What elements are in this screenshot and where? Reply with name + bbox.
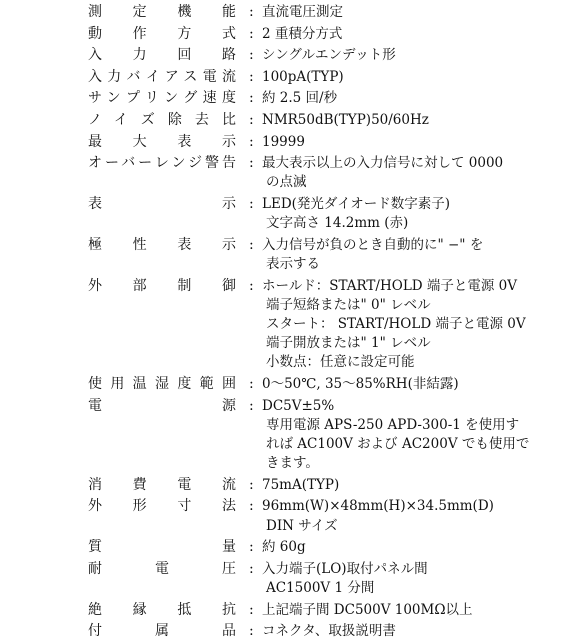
spec-value-line: DIN サイズ — [266, 517, 338, 534]
spec-value-line: 96mm(W)×48mm(H)×34.5mm(D) — [262, 498, 494, 515]
spec-value — [262, 68, 562, 87]
spec-colon: : — [249, 25, 254, 42]
spec-value-line: れば AC100V および AC200V でも使用で — [266, 435, 530, 452]
spec-value — [262, 89, 562, 108]
spec-colon: : — [249, 376, 254, 392]
spec-colon: : — [249, 155, 254, 172]
spec-colon: : — [249, 277, 254, 294]
spec-label: 質量 — [88, 539, 236, 556]
spec-value-line: シングルエンデット形 — [262, 47, 396, 64]
spec-value-line: 0〜50℃, 35〜85%RH(非結露) — [262, 376, 459, 392]
spec-label: 消費電流 — [88, 476, 236, 493]
spec-value-line: 端子短絡または" 0" レベル — [266, 296, 431, 313]
spec-colon: : — [249, 601, 254, 618]
spec-value-line: 最大表示以上の入力信号に対して 0000 — [262, 155, 504, 172]
spec-colon: : — [249, 90, 254, 107]
spec-colon: : — [249, 623, 254, 640]
spec-value-line: DC5V±5% — [262, 397, 335, 414]
spec-colon: : — [249, 112, 254, 128]
spec-value-line: 直流電圧測定 — [262, 4, 343, 20]
spec-colon: : — [249, 133, 254, 150]
spec-value — [262, 277, 562, 373]
spec-label: 耐電圧 — [88, 560, 236, 577]
spec-value — [262, 397, 562, 474]
spec-value — [262, 154, 562, 192]
spec-value-line: 約 2.5 回/秒 — [262, 90, 338, 107]
spec-value — [262, 25, 562, 44]
spec-label: 外部制御 — [88, 277, 236, 294]
spec-value — [262, 111, 562, 130]
spec-colon: : — [249, 47, 254, 64]
spec-label: 外形寸法 — [88, 498, 236, 515]
spec-value-line: 入力端子(LO)取付パネル間 — [262, 560, 428, 577]
spec-label: 動作方式 — [88, 25, 236, 42]
spec-value-line: 小数点：任意に設定可能 — [266, 354, 415, 371]
spec-colon: : — [249, 560, 254, 577]
spec-label: 入力回路 — [88, 47, 236, 64]
spec-value — [262, 236, 562, 274]
spec-colon: : — [249, 498, 254, 515]
spec-value — [262, 133, 562, 152]
spec-value-line: 約 60g — [262, 539, 306, 556]
spec-label: 絶縁抵抗 — [88, 601, 236, 618]
spec-value-line: NMR50dB(TYP)50/60Hz — [262, 112, 429, 128]
spec-value — [262, 476, 562, 495]
spec-value-line: 専用電源 APS-250 APD-300-1 を使用す — [266, 416, 520, 433]
spec-label: 入力バイアス電流 — [88, 68, 236, 85]
spec-value — [262, 375, 562, 394]
spec-value-line: 表示する — [266, 255, 320, 272]
spec-value-line: の点滅 — [266, 174, 307, 191]
spec-label: 極性表示 — [88, 236, 236, 253]
spec-label: 測定機能 — [88, 4, 236, 20]
spec-colon: : — [249, 68, 254, 85]
spec-value-line: スタート： START/HOLD 端子と電源 0V — [266, 315, 526, 332]
spec-value-line: 100pA(TYP) — [262, 68, 344, 85]
spec-value-line: ホールド：START/HOLD 端子と電源 0V — [262, 277, 518, 294]
spec-label: 電源 — [88, 397, 236, 414]
spec-colon: : — [249, 476, 254, 493]
spec-colon: : — [249, 236, 254, 253]
spec-value-line: きます。 — [266, 455, 319, 472]
spec-value — [262, 195, 562, 233]
spec-value — [262, 46, 562, 65]
spec-colon: : — [249, 539, 254, 556]
spec-value — [262, 622, 562, 641]
spec-label: ノイズ除去比 — [88, 112, 236, 128]
spec-label: サンプリング速度 — [88, 90, 236, 107]
spec-value — [262, 601, 562, 620]
spec-label: オーバーレンジ警告 — [88, 155, 236, 172]
spec-value-line: AC1500V 1 分間 — [266, 579, 375, 596]
spec-value-line: コネクタ、取扱説明書 — [262, 623, 396, 640]
spec-value-line: 端子開放または" 1" レベル — [266, 335, 431, 352]
spec-value-line: LED(発光ダイオード数字素子) — [262, 196, 451, 212]
spec-label: 最大表示 — [88, 133, 236, 150]
spec-colon: : — [249, 196, 254, 212]
spec-label: 表示 — [88, 196, 236, 212]
spec-value — [262, 497, 562, 535]
spec-value — [262, 3, 562, 22]
spec-value-line: 上記端子間 DC500V 100MΩ以上 — [262, 601, 473, 618]
spec-value-line: 75mA(TYP) — [262, 476, 340, 493]
spec-value-line: 入力信号が負のとき自動的に" −" を — [262, 236, 484, 253]
spec-colon: : — [249, 397, 254, 414]
spec-colon: : — [249, 4, 254, 20]
spec-value-line: 文字高さ 14.2mm (赤) — [266, 215, 409, 232]
spec-value-line: 2 重積分方式 — [262, 25, 343, 42]
spec-value — [262, 560, 562, 598]
spec-value — [262, 538, 562, 557]
spec-label: 使用温湿度範囲 — [88, 376, 236, 392]
spec-value-line: 19999 — [262, 133, 305, 150]
spec-label: 付属品 — [88, 623, 236, 640]
